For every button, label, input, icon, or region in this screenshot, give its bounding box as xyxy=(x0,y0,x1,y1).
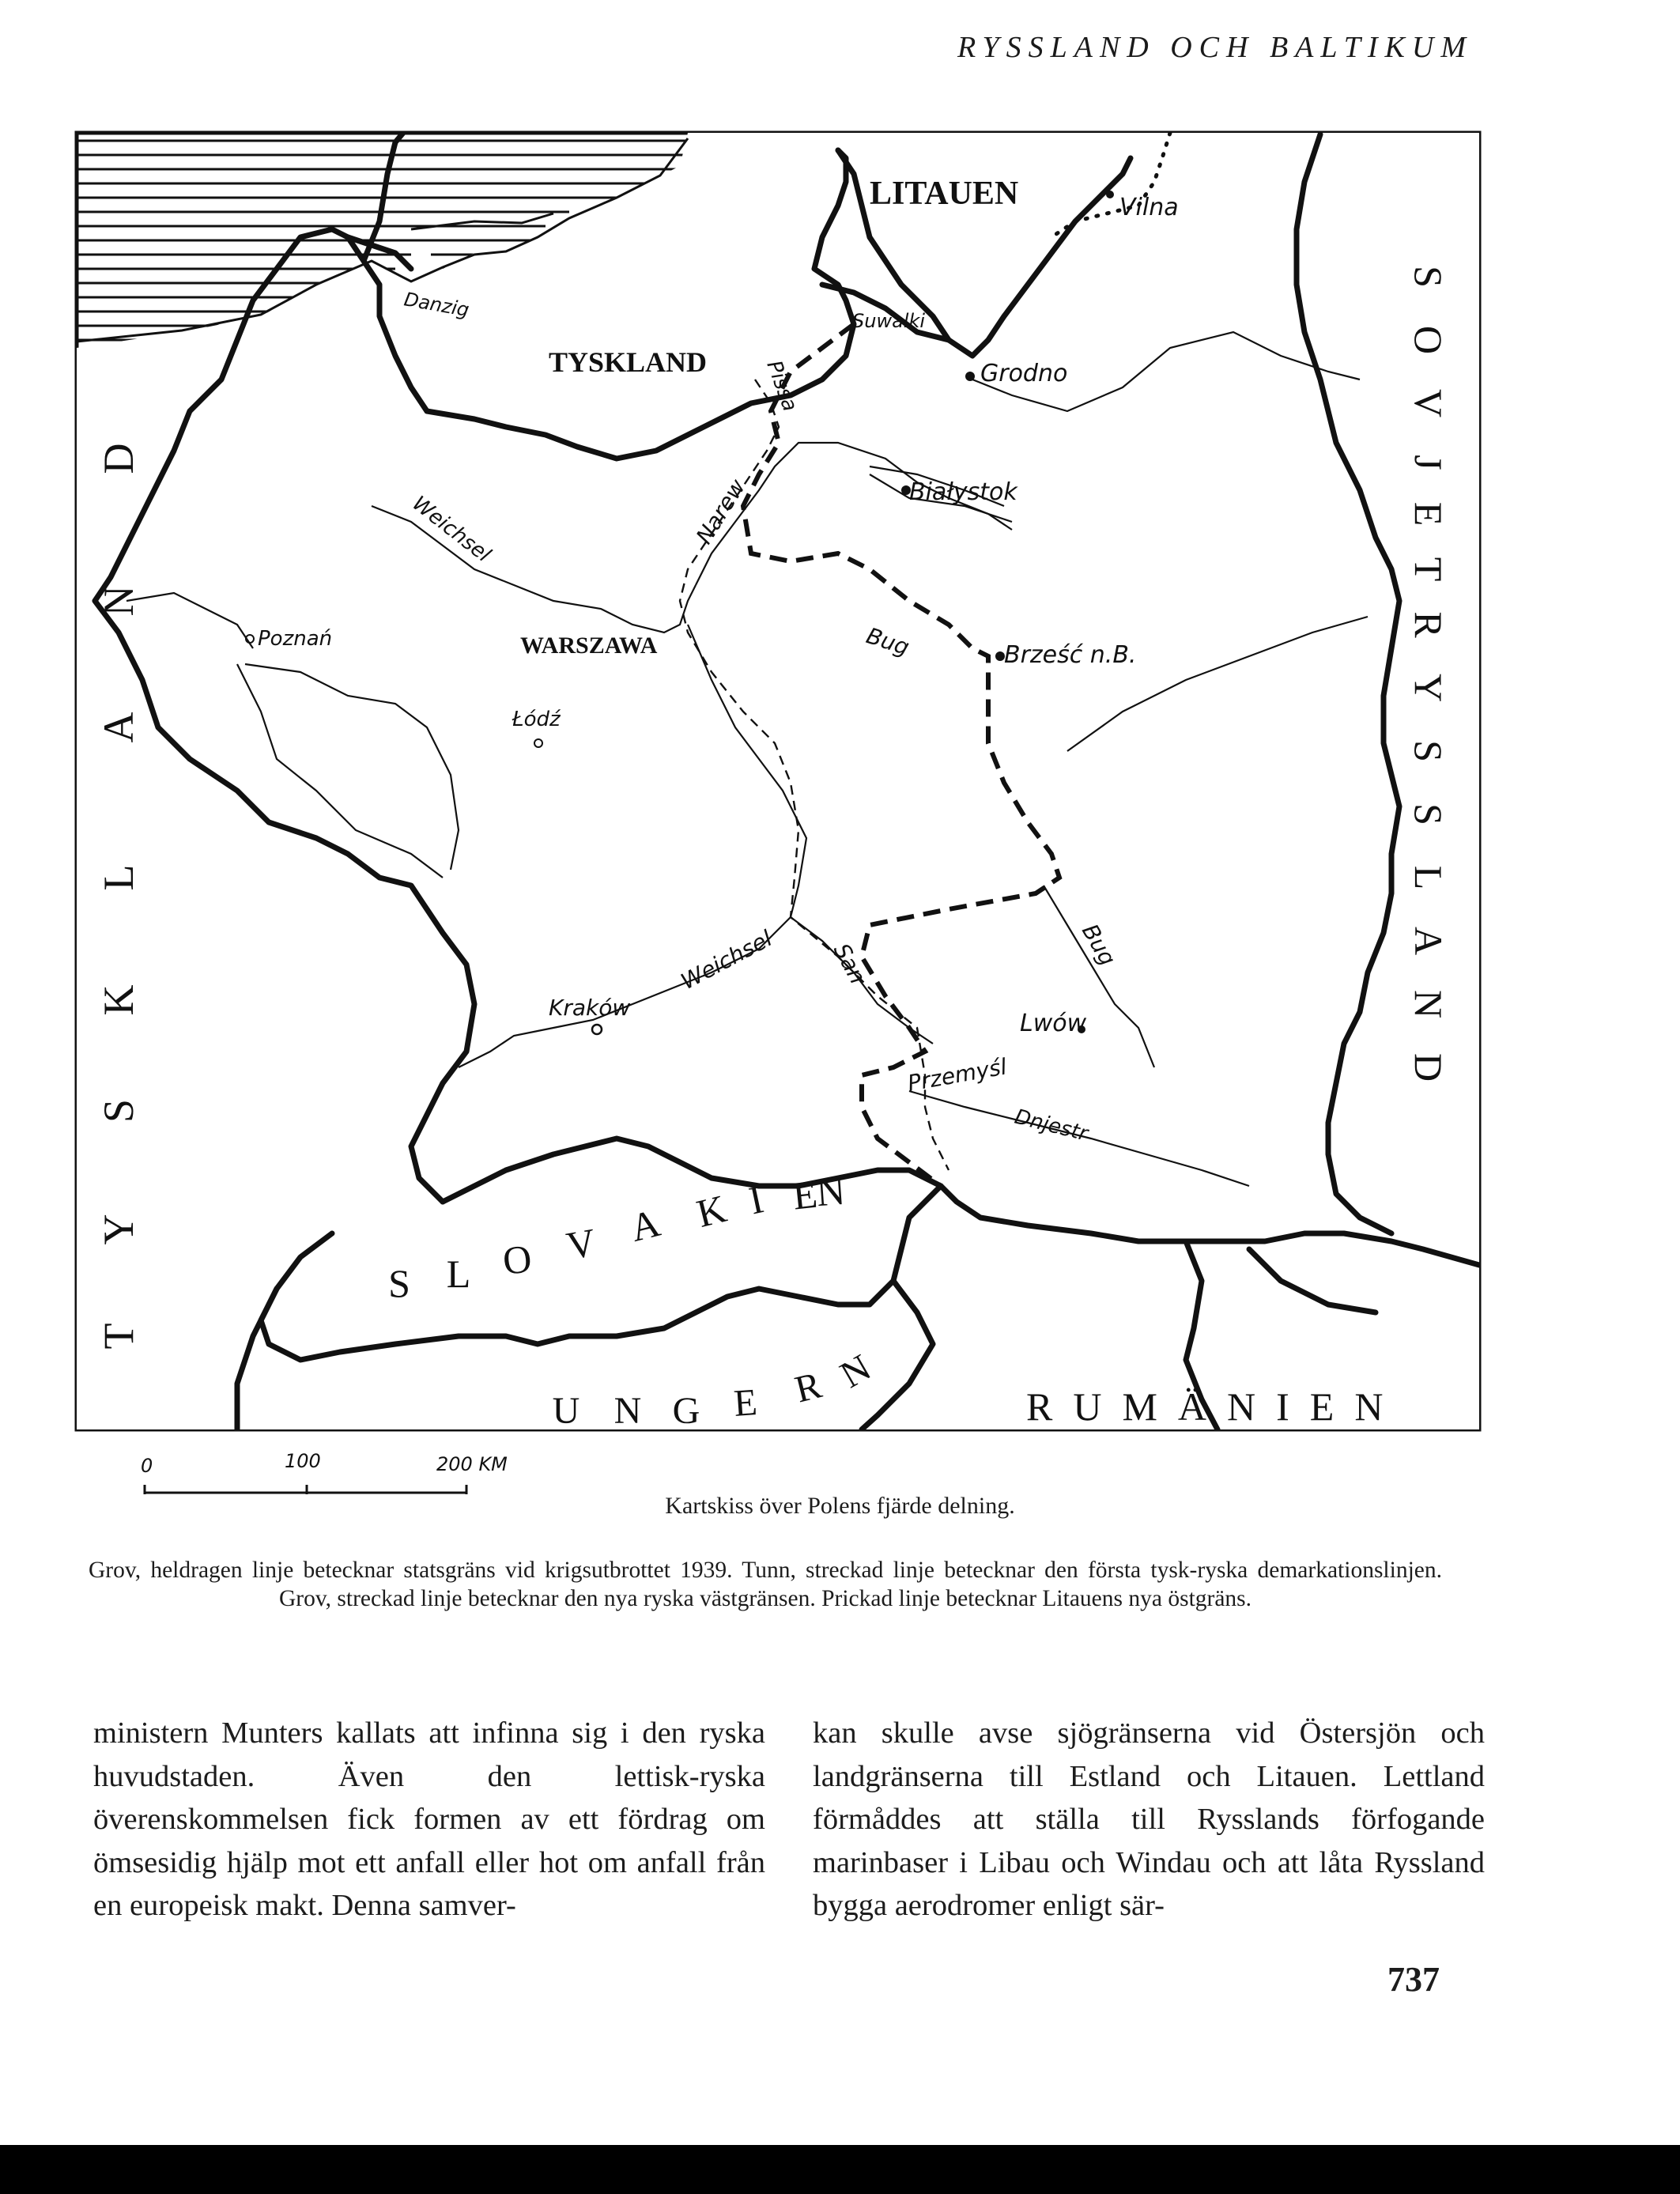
label-krakow: Kraków xyxy=(549,995,631,1021)
running-head: RYSSLAND OCH BALTIKUM xyxy=(957,31,1473,64)
label-przemysl: Przemyśl xyxy=(905,1053,1009,1097)
label-grodno: Grodno xyxy=(980,360,1068,387)
scale-tick-100: 100 xyxy=(285,1450,321,1472)
label-litauen: LITAUEN xyxy=(870,176,1019,212)
tyskland-letter: N xyxy=(95,585,142,617)
sovjet-letter: V xyxy=(1406,388,1451,418)
ungern-letter: N xyxy=(832,1346,878,1397)
tyskland-letter: S xyxy=(95,1098,142,1123)
slovakien-letter: O xyxy=(500,1236,534,1283)
ungern-letter: U xyxy=(552,1390,580,1432)
tyskland-letter: A xyxy=(95,712,142,743)
label-bialystok: Białystok xyxy=(909,478,1017,506)
slovakien-letter: S xyxy=(388,1261,410,1305)
sovjet-letter: E xyxy=(1406,501,1451,527)
label-pissa: Pissa xyxy=(761,357,802,415)
ryssland-letter: R xyxy=(1406,611,1451,638)
map-caption-body: Grov, heldragen linje betecknar statsgräns vid krigsutbrottet 1939. Tunn, streckad linje betecknar den första tysk-ryska demarkationslinjen. Grov, streckad linje betecknar den nya ryska västgränsen. Prickad linje betecknar Litauens nya östgräns. xyxy=(89,1558,1442,1611)
slovakien-letter: L xyxy=(446,1252,471,1296)
sovjet-letter: S xyxy=(1406,266,1451,288)
ungern-letter: G xyxy=(672,1390,700,1432)
ryssland-letter: A xyxy=(1406,926,1451,956)
ryssland-letter: N xyxy=(1406,989,1451,1019)
scale-tick-0: 0 xyxy=(141,1455,153,1477)
label-warszawa: WARSZAWA xyxy=(520,633,658,659)
tyskland-letter: L xyxy=(95,864,142,891)
label-weichsel-south: Weichsel xyxy=(676,925,777,995)
label-lwow: Lwów xyxy=(1020,1010,1087,1037)
label-suwalki: Suwalki xyxy=(852,310,926,332)
tyskland-letter: D xyxy=(95,443,142,474)
label-poznan: Poznań xyxy=(258,627,333,651)
dot-vilna xyxy=(1106,191,1114,198)
tyskland-letter: Y xyxy=(95,1214,142,1245)
ungern-letter: R xyxy=(791,1364,826,1411)
slovakien-letter: V xyxy=(563,1219,599,1268)
slovakien-letter: N xyxy=(814,1168,847,1215)
label-lodz: Łódź xyxy=(512,708,561,731)
label-tyskland-main: TYSKLAND xyxy=(549,346,708,378)
dot-grodno xyxy=(965,372,975,381)
label-rumanien: RUMÄNIEN xyxy=(1026,1384,1404,1429)
page-number: 737 xyxy=(1387,1960,1440,1999)
label-vilna: Vilna xyxy=(1119,194,1179,221)
label-weichsel-north: Weichsel xyxy=(407,491,495,568)
label-danzig: Danzig xyxy=(402,288,471,322)
ryssland-letter: L xyxy=(1406,865,1451,890)
body-left-column: ministern Munters kallats att infinna sig i den ryska huvudstaden. Även den lettisk-ryska överenskommelsen fick formen av ett fördrag om ömsesidig hjälp mot ett anfall eller hot om anfall från en europeisk makt. Denna samver- xyxy=(93,1716,765,1922)
scale-tick-200: 200 KM xyxy=(436,1453,508,1475)
tyskland-letter: K xyxy=(95,984,142,1016)
ryssland-letter: S xyxy=(1406,740,1451,762)
body-right-column: kan skulle avse sjögränserna vid Östersjön och landgränserna till Estland och Litauen. Lettland förmåddes att ställa till Rysslands förfogande marinbaser i Libau och Windau och att låta Ryssland bygga aerodromer enligt sär- xyxy=(813,1716,1485,1922)
ryssland-letter: Y xyxy=(1406,673,1451,703)
label-brzesc: Brześć n.B. xyxy=(1004,641,1137,669)
label-narew: Narew xyxy=(690,474,751,549)
label-bug-north: Bug xyxy=(863,622,913,661)
ryssland-letter: S xyxy=(1406,803,1451,825)
body-columns xyxy=(93,1712,1485,1928)
label-dnjestr: Dnjestr xyxy=(1012,1105,1090,1146)
sovjet-letter: O xyxy=(1406,325,1451,355)
slovakien-letter: I xyxy=(745,1176,768,1223)
ryssland-letter: D xyxy=(1406,1052,1451,1082)
tyskland-letter: T xyxy=(95,1323,142,1350)
map-caption-title: Kartskiss över Polens fjärde delning. xyxy=(665,1493,1015,1519)
slovakien-letter: E xyxy=(791,1171,820,1218)
ungern-letter: N xyxy=(613,1390,642,1432)
coast-land-mask xyxy=(77,133,1479,1429)
sovjet-letter: T xyxy=(1406,557,1451,582)
slovakien-letter: K xyxy=(692,1185,731,1237)
label-bug-south: Bug xyxy=(1076,920,1121,970)
sovjet-letter: J xyxy=(1406,455,1451,470)
slovakien-letter: A xyxy=(625,1199,665,1251)
scan-bottom-strip xyxy=(0,2145,1680,2194)
label-san: San xyxy=(828,938,871,988)
ungern-letter: E xyxy=(732,1381,759,1425)
